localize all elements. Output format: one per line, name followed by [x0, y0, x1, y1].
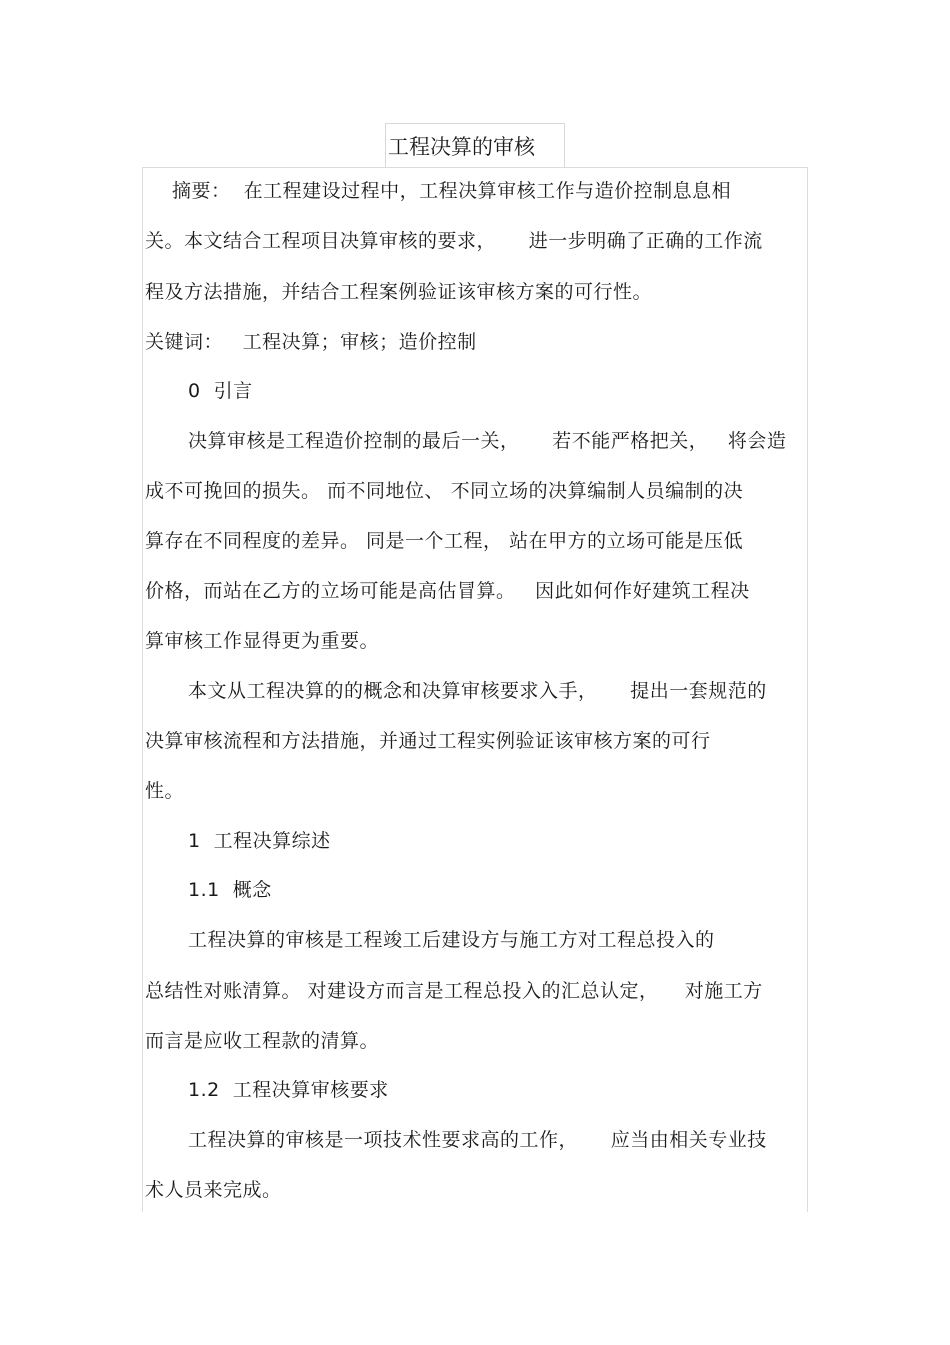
- frame-top-border: [142, 167, 808, 168]
- text-line: 性。: [145, 780, 185, 802]
- text-line: 工程决算的审核是一项技术性要求高的工作， 应当由相关专业技: [188, 1129, 767, 1151]
- text-line: 价格，而站在乙方的立场可能是高估冒算。 因此如何作好建筑工程决: [145, 580, 750, 602]
- text-line: 关键词： 工程决算；审核；造价控制: [145, 331, 477, 353]
- text-line: 关。本文结合工程项目决算审核的要求， 进一步明确了正确的工作流: [145, 230, 763, 252]
- frame-right-border: [807, 167, 808, 1212]
- text-line: 0 引言: [188, 380, 253, 402]
- text-line: 摘要： 在工程建设过程中，工程决算审核工作与造价控制息息相: [172, 180, 732, 202]
- text-line: 工程决算的审核是工程竣工后建设方与施工方对工程总投入的: [188, 929, 715, 951]
- text-line: 1.1 概念: [188, 879, 272, 901]
- text-line: 程及方法措施，并结合工程案例验证该审核方案的可行性。: [145, 281, 653, 303]
- text-line: 总结性对账清算。 对建设方而言是工程总投入的汇总认定， 对施工方: [145, 980, 763, 1002]
- text-line: 决算审核是工程造价控制的最后一关， 若不能严格把关， 将会造: [188, 430, 787, 452]
- text-line: 1.2 工程决算审核要求: [188, 1079, 389, 1101]
- text-line: 成不可挽回的损失。 而不同地位、 不同立场的决算编制人员编制的决: [145, 480, 744, 502]
- text-line: 算审核工作显得更为重要。: [145, 630, 380, 652]
- text-line: 1 工程决算综述: [188, 830, 331, 852]
- text-line: 算存在不同程度的差异。 同是一个工程， 站在甲方的立场可能是压低: [145, 530, 744, 552]
- document-title: 工程决算的审核: [385, 123, 565, 167]
- text-line: 决算审核流程和方法措施，并通过工程实例验证该审核方案的可行: [145, 730, 711, 752]
- frame-left-border: [142, 167, 143, 1212]
- text-line: 术人员来完成。: [145, 1179, 282, 1201]
- text-line: 而言是应收工程款的清算。: [145, 1030, 380, 1052]
- text-line: 本文从工程决算的的概念和决算审核要求入手， 提出一套规范的: [188, 680, 767, 702]
